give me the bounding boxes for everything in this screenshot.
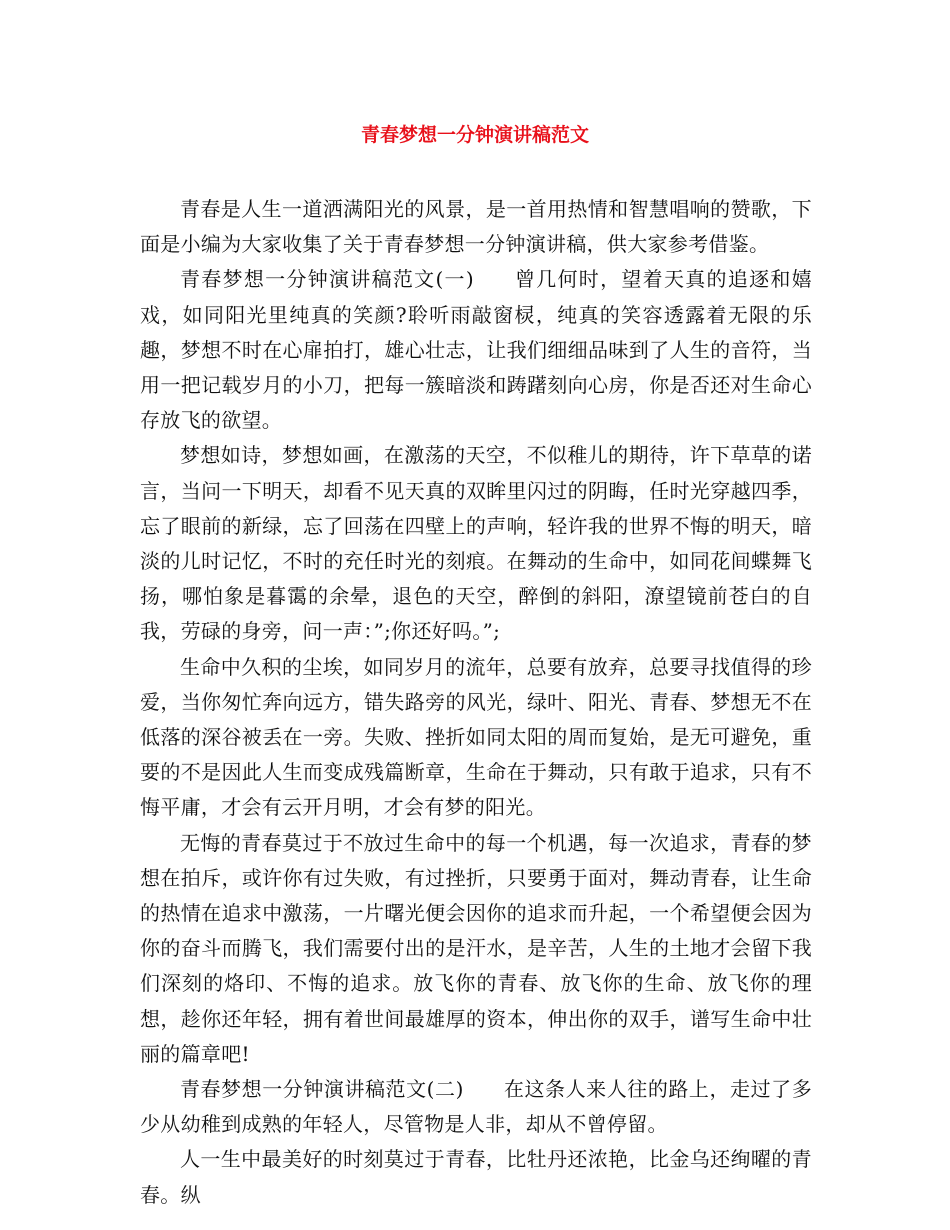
paragraph-intro: [140, 192, 812, 262]
document-body: [140, 192, 812, 1213]
paragraph-text: 生命中久积的尘埃，如同岁月的流年，总要有放弃，总要寻找值得的珍爱，当你匆忙奔向远方，错失路旁的风光，绿叶、阳光、青春、梦想无不在低落的深谷被丢在一旁。失败、挫折如同太阳的周而复始，是无可避免，重要的不是因此人生而变成残篇断章，生命在于舞动，只有敢于追求，只有不悔平庸，才会有云开月明，才会有梦的阳光。: [140, 654, 812, 820]
paragraph: [140, 1142, 812, 1212]
paragraph: [140, 826, 812, 1072]
paragraph-text: 人一生中最美好的时刻莫过于青春，比牡丹还浓艳，比金乌还绚曜的青春。纵: [140, 1147, 812, 1207]
paragraph: [140, 438, 812, 649]
paragraph-text: 青春是人生一道洒满阳光的风景，是一首用热情和智慧唱响的赞歌，下面是小编为大家收集了关于青春梦想一分钟演讲稿，供大家参考借鉴。: [140, 197, 812, 257]
paragraph-text: 曾几何时，望着天真的追逐和嬉戏，如同阳光里纯真的笑颜?聆听雨敲窗棂，纯真的笑容透露着无限的乐趣，梦想不时在心扉拍打，雄心壮志，让我们细细品味到了人生的音符，当用一把记载岁月的小刀，把每一簇暗淡和踌躇刻向心房，你是否还对生命心存放飞的欲望。: [140, 267, 812, 433]
paragraph-section-1: [140, 262, 812, 438]
paragraph-text: 在这条人来人往的路上，走过了多少从幼稚到成熟的年轻人，尽管物是人非，却从不曾停留。: [140, 1077, 813, 1137]
document-title: 青春梦想一分钟演讲稿范文: [360, 124, 589, 146]
paragraph-text: 梦想如诗，梦想如画，在激荡的天空，不似稚儿的期待，许下草草的诺言，当问一下明天，却看不见天真的双眸里闪过的阴晦，任时光穿越四季，忘了眼前的新绿，忘了回荡在四壁上的声响，轻许我的世界不悔的明天，暗淡的儿时记忆，不时的充任时光的刻痕。在舞动的生命中，如同花间蝶舞飞扬，哪怕象是暮霭的余晕，退色的天空，醉倒的斜阳，潦望镜前苍白的自我，劳碌的身旁，问一声：”;你还好吗。”;: [140, 443, 812, 644]
section-heading: 青春梦想一分钟演讲稿范文(一): [180, 267, 474, 292]
paragraph: [140, 650, 812, 826]
paragraph-section-2: [140, 1072, 812, 1142]
section-heading: 青春梦想一分钟演讲稿范文(二): [180, 1077, 464, 1102]
paragraph-text: 无悔的青春莫过于不放过生命中的每一个机遇，每一次追求，青春的梦想在拍斥，或许你有过失败，有过挫折，只要勇于面对，舞动青春，让生命的热情在追求中激荡，一片曙光便会因你的追求而升起，一个希望便会因为你的奋斗而腾飞，我们需要付出的是汗水，是辛苦，人生的土地才会留下我们深刻的烙印、不悔的追求。放飞你的青春、放飞你的生命、放飞你的理想，趁你还年轻，拥有着世间最雄厚的资本，伸出你的双手，谱写生命中壮丽的篇章吧!: [140, 830, 812, 1066]
